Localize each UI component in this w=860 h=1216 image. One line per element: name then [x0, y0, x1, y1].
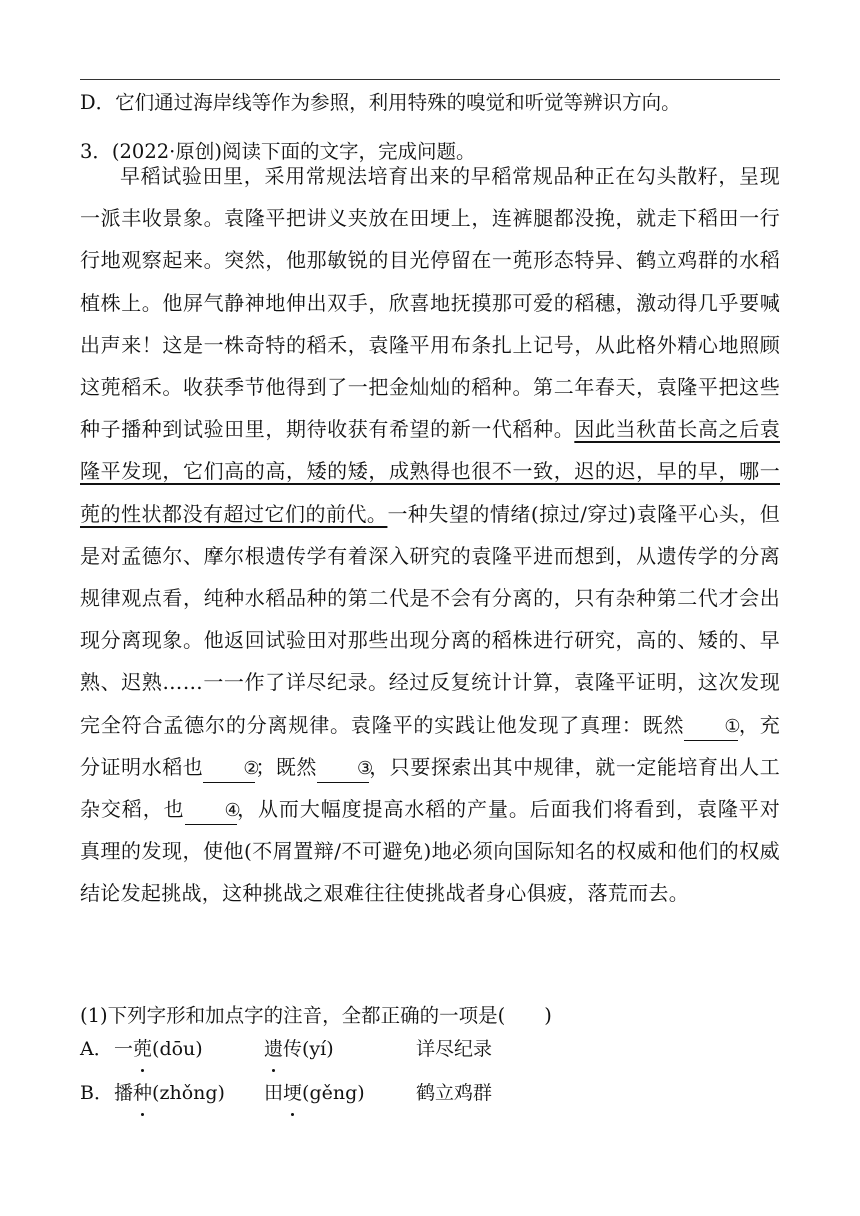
option-a-item-1: 一蔸(dōu)	[114, 1028, 203, 1070]
passage-text-1: 早稻试验田里，采用常规法培育出来的早稻常规品种正在勾头散籽，呈现一派丰收景象。袁隆平把讲义夹放在田埂上，连裤腿都没挽，就走下稻田一行行地观察起来。突然，他那敏锐的目光停留在一蔸形态特异、鹤立鸡群的水稻植株上。他屏气静神地伸出双手，欣喜地抚摸那可爱的稻穗，激动得几乎要喊出声来！这是一株奇特的稻禾，袁隆平用布条扎上记号，从此格外精心地照顾这蔸稻禾。收获季节他得到了一把金灿灿的稻种。第二年春天，袁隆平把这些种子播种到试验田里，期待收获有希望的新一代稻种。	[80, 164, 780, 442]
blank-3: ③	[317, 756, 369, 783]
dotted-char: 蔸	[133, 1028, 152, 1070]
option-b-item-3: 鹤立鸡群	[416, 1082, 493, 1104]
header-rule	[80, 79, 780, 80]
reading-passage	[80, 155, 780, 915]
passage-text-6: ，从而大幅度提高水稻的产量。后面我们将看到，袁隆平对真理的发现，使他(不屑置辩/不可避免)地必须向国际知名的权威和他们的权威结论发起挑战，这种挑战之艰难往往使挑战者身心俱疲，落荒而去。	[80, 797, 780, 906]
underlined-sentence: 因此当秋苗长高之后袁隆平发现，它们高的高，矮的矮，成熟得也很不一致，迟的迟，早的早，哪一蔸的性状都没有超过它们的前代。	[80, 417, 780, 526]
dotted-char: 埂	[283, 1072, 302, 1114]
option-b-item-1: 播种(zhǒng)	[114, 1072, 225, 1114]
option-a-item-3: 详尽纪录	[416, 1038, 493, 1060]
passage-text-2: 一种失望的情绪(掠过/穿过)袁隆平心头，但是对孟德尔、摩尔根遗传学有着深入研究的袁隆平进而想到，从遗传学的分离规律观点看，纯种水稻品种的第二代是不会有分离的，只有杂种第二代才会出现分离现象。他返回试验田对那些出现分离的稻株进行研究，高的、矮的、早熟、迟熟……一一作了详尽纪录。经过反复统计计算，袁隆平证明，这次发现完全符合孟德尔的分离规律。袁隆平的实践让他发现了真理：既然	[80, 501, 780, 737]
option-b-label: B．	[80, 1082, 113, 1104]
dotted-char: 遗	[264, 1028, 283, 1070]
blank-4: ④	[185, 798, 237, 825]
dotted-char: 种	[133, 1072, 152, 1114]
option-a-item-2: 遗传(yí)	[264, 1028, 334, 1070]
option-b-item-2: 田埂(gěng)	[264, 1072, 365, 1114]
option-d-previous: D．它们通过海岸线等作为参照，利用特殊的嗅觉和听觉等辨识方向。	[80, 91, 681, 114]
passage-text-5: ，只要探索出其中规律，就一定能培育出人工杂交稻，也	[80, 754, 780, 822]
passage-text-3: ，充分证明水稻也	[80, 712, 780, 779]
sub-question-1: (1)下列字形和加点字的注音，全都正确的一项是( )	[80, 1004, 552, 1027]
option-a-label: A．	[80, 1038, 113, 1060]
question-3-title: 3．(2022·原创)阅读下面的文字，完成问题。	[80, 140, 476, 163]
blank-2: ②	[203, 756, 255, 783]
option-b	[80, 1072, 780, 1114]
option-a	[80, 1028, 780, 1070]
passage-text-4: ；既然	[255, 754, 317, 779]
blank-1: ①	[684, 714, 738, 741]
